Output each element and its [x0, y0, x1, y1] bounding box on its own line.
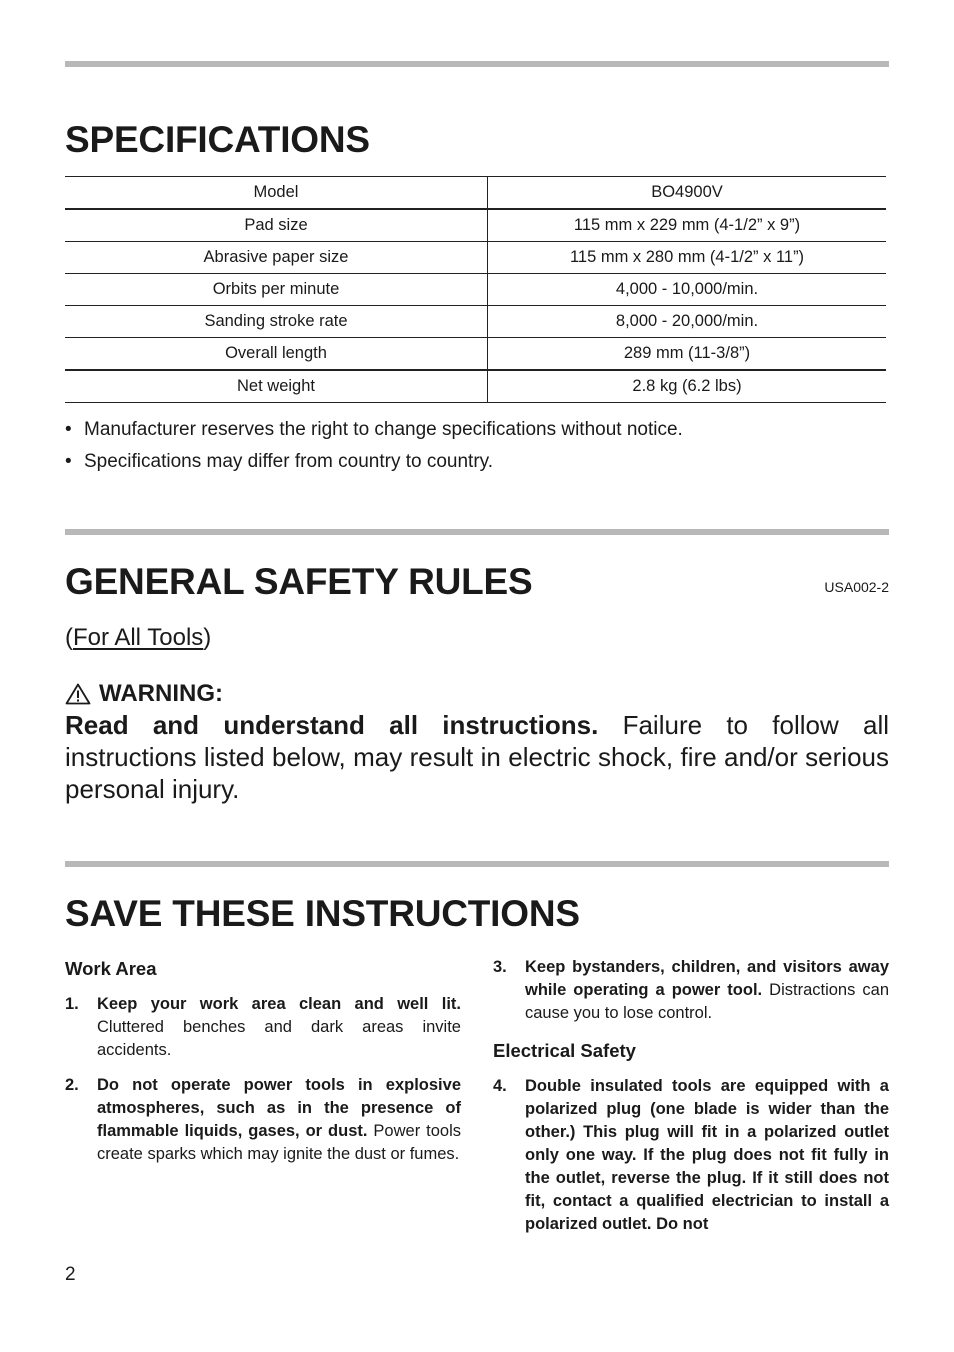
spec-value: 115 mm x 229 mm (4-1/2” x 9”)	[488, 209, 887, 242]
warning-text: Failure to follow all instructions listed below, may result in electric shock, fire and/or serious personal injury.	[65, 710, 889, 804]
spec-value: 289 mm (11-3/8”)	[488, 338, 887, 371]
warning-heading	[65, 680, 223, 708]
page-number: 2	[65, 1264, 76, 1285]
item-text	[525, 1075, 889, 1236]
item-body-text: Cluttered benches and dark areas invite accidents.	[97, 1018, 461, 1059]
document-code: USA002-2	[824, 579, 889, 595]
warning-body	[65, 709, 889, 805]
spec-label: Pad size	[65, 209, 488, 242]
subtitle-text: For All Tools	[73, 624, 204, 651]
for-all-tools-subtitle	[65, 624, 211, 652]
note-text: Specifications may differ from country to country.	[84, 451, 494, 472]
spec-value: BO4900V	[488, 177, 887, 210]
spec-label: Overall length	[65, 338, 488, 371]
item-bold-text: Double insulated tools are equipped with a polarized plug (one blade is wider than the other.) This plug will fit in a polarized outlet only one way. If the plug does not fit fully in the outlet, reverse the plug. If it still does not fit, contact a qualified electrician to install a polarized outlet. Do not	[525, 1077, 889, 1233]
list-item	[65, 993, 461, 1062]
item-number: 3.	[493, 958, 507, 976]
list-item	[65, 450, 683, 482]
spec-value: 4,000 - 10,000/min.	[488, 274, 887, 306]
top-divider	[65, 61, 889, 67]
item-text	[97, 993, 461, 1062]
right-column	[493, 956, 889, 1248]
safety-divider	[65, 529, 889, 535]
item-bold-text: Do not operate power tools in explosive atmospheres, such as in the presence of flammable liquids, gases, or dust.	[97, 1076, 461, 1140]
table-row	[65, 177, 886, 210]
specification-notes	[65, 418, 683, 482]
electrical-safety-heading: Electrical Safety	[493, 1040, 636, 1061]
save-divider	[65, 861, 889, 867]
spec-label: Model	[65, 177, 488, 210]
table-row	[65, 274, 886, 306]
bullet: •	[65, 419, 72, 440]
left-column	[65, 957, 461, 1178]
specifications-table	[65, 176, 886, 403]
note-text: Manufacturer reserves the right to change specifications without notice.	[84, 419, 683, 440]
item-bold-text: Keep your work area clean and well lit.	[97, 995, 461, 1013]
table-row	[65, 370, 886, 403]
work-area-heading: Work Area	[65, 958, 157, 979]
item-text	[525, 956, 889, 1025]
general-safety-heading: GENERAL SAFETY RULES	[65, 561, 533, 602]
save-instructions-heading: SAVE THESE INSTRUCTIONS	[65, 893, 580, 934]
warning-bold-text: Read and understand all instructions.	[65, 710, 599, 740]
table-row	[65, 338, 886, 371]
item-body-text: Power tools create sparks which may ignite the dust or fumes.	[97, 1122, 461, 1163]
spec-label: Net weight	[65, 370, 488, 403]
item-body-text: Distractions can cause you to lose control.	[525, 981, 889, 1022]
bullet: •	[65, 451, 72, 472]
warning-label: WARNING:	[99, 680, 223, 707]
item-number: 2.	[65, 1076, 79, 1094]
paren-close: )	[203, 624, 212, 651]
item-text	[97, 1074, 461, 1166]
list-item	[493, 956, 889, 1025]
paren-open: (	[65, 624, 73, 651]
table-row	[65, 306, 886, 338]
list-item	[65, 418, 683, 450]
spec-label: Orbits per minute	[65, 274, 488, 306]
list-item	[493, 1075, 889, 1236]
specifications-heading: SPECIFICATIONS	[65, 119, 370, 160]
list-item	[65, 1074, 461, 1166]
warning-triangle-icon	[65, 683, 91, 705]
item-bold-text: Keep bystanders, children, and visitors away while operating a power tool.	[525, 958, 889, 999]
spec-value: 115 mm x 280 mm (4-1/2” x 11”)	[488, 242, 887, 274]
table-row	[65, 209, 886, 242]
spec-value: 8,000 - 20,000/min.	[488, 306, 887, 338]
spec-value: 2.8 kg (6.2 lbs)	[488, 370, 887, 403]
item-number: 1.	[65, 995, 79, 1013]
table-row	[65, 242, 886, 274]
spec-label: Abrasive paper size	[65, 242, 488, 274]
spec-label: Sanding stroke rate	[65, 306, 488, 338]
item-number: 4.	[493, 1077, 507, 1095]
